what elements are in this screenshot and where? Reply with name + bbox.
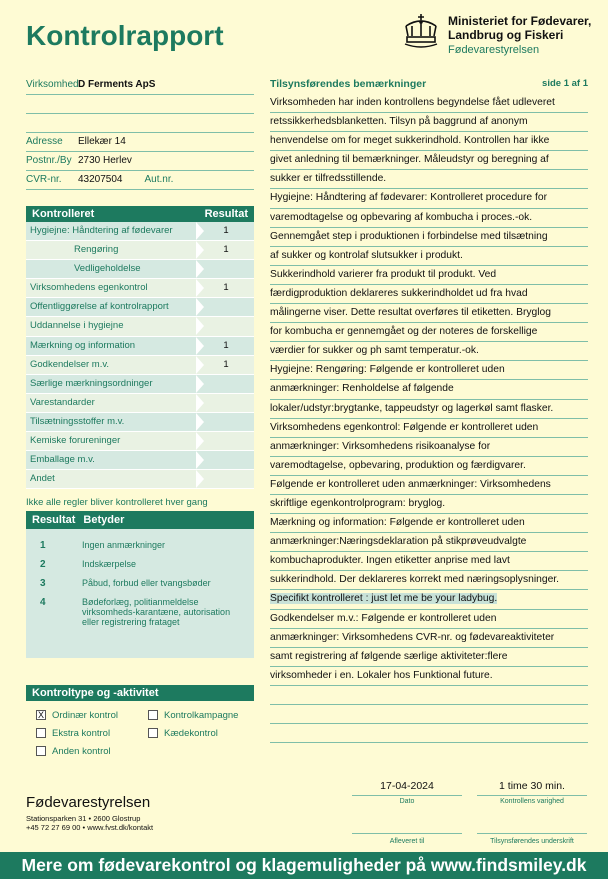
remark-text: anmærkninger:Næringsdeklaration på stikprøveudvalgte xyxy=(270,536,527,548)
agency-address-line2: +45 72 27 69 00 • www.fvst.dk/kontakt xyxy=(26,823,154,832)
control-type-header: Kontroltype og -aktivitet xyxy=(26,685,254,701)
option-kontrolkampagne[interactable]: Kontrolkampagne xyxy=(148,710,238,722)
remark-line xyxy=(270,247,588,266)
remark-text: virksomheder i en. Lokaler hos Funktional future. xyxy=(270,669,493,681)
autnr-label: Aut.nr. xyxy=(144,174,174,185)
remark-text: anmærkninger: Renholdelse af følgende xyxy=(270,383,454,395)
remark-line xyxy=(270,380,588,399)
remark-line xyxy=(270,667,588,686)
control-row-label: Tilsætningsstoffer m.v. xyxy=(30,415,125,427)
control-table xyxy=(26,206,254,489)
remark-line xyxy=(270,228,588,247)
chevron-right-icon xyxy=(196,241,204,259)
footer-banner[interactable]: Mere om fødevarekontrol og klagemuligheder på www.findsmiley.dk xyxy=(0,852,608,879)
remark-text: varemodtagelse, opbevaring, produktion og færdigvarer. xyxy=(270,459,526,471)
virksomhed-field xyxy=(26,76,254,95)
remark-line xyxy=(270,457,588,476)
remark-line xyxy=(270,151,588,170)
result-legend: Resultat Betyder 1 Ingen anmærkninger 2 Indskærpelse 3 Påbud, forbud eller tvangsbøder 4 Bødeforlæg, politianmeldelse virksomheds-karantæne, autorisation eller registrering frataget xyxy=(26,511,254,658)
chevron-right-icon xyxy=(196,317,204,335)
blank-field xyxy=(26,95,254,114)
remark-text: retssikkerhedsblanketten. Tilsyn på baggrund af anonym xyxy=(270,116,528,128)
remark-text: lokaler/udstyr:brygtanke, tappeudstyr og lagerkøl samt flasker. xyxy=(270,402,554,414)
chevron-right-icon xyxy=(196,413,204,431)
control-row-label: Uddannelse i hygiejne xyxy=(30,320,124,332)
control-row-label: Særlige mærkningsordninger xyxy=(30,377,153,389)
remark-line xyxy=(270,189,588,208)
remark-line xyxy=(270,629,588,648)
control-row-result: 1 xyxy=(223,358,229,370)
control-row xyxy=(26,394,254,413)
remark-line xyxy=(270,342,588,361)
control-row xyxy=(26,241,254,260)
remark-line xyxy=(270,514,588,533)
option-kaedekontrol[interactable]: Kædekontrol xyxy=(148,728,218,740)
ministry-line1: Ministeriet for Fødevarer, xyxy=(448,14,592,28)
chevron-right-icon xyxy=(196,260,204,278)
control-table-header xyxy=(26,206,254,222)
control-type-box xyxy=(26,685,254,763)
page-indicator: side 1 af 1 xyxy=(542,78,588,89)
checkbox[interactable] xyxy=(148,728,158,738)
control-row xyxy=(26,413,254,432)
delivered-label: Afleveret til xyxy=(389,838,425,845)
remark-text: Virksomheden har inden kontrollens begyndelse fået udleveret xyxy=(270,97,555,108)
inspector-signature-line xyxy=(477,833,587,834)
control-row-label: Vedligeholdelse xyxy=(74,263,141,275)
remark-line xyxy=(270,304,588,323)
remark-text: Hygiejne: Håndtering af fødevarer: Kontrolleret procedure for xyxy=(270,192,548,204)
control-row-label: Virksomhedens egenkontrol xyxy=(30,282,148,294)
remark-line xyxy=(270,419,588,438)
chevron-right-icon xyxy=(196,451,204,469)
inspector-label: Tilsynsførendes underskrift xyxy=(490,838,574,845)
remarks-heading: Tilsynsførendes bemærkninger xyxy=(270,78,427,90)
control-row xyxy=(26,451,254,470)
remark-line xyxy=(270,132,588,151)
remark-line xyxy=(270,285,588,304)
postnr-field xyxy=(26,152,254,171)
checkbox[interactable] xyxy=(36,746,46,756)
remark-line xyxy=(270,552,588,571)
agency-address-line1: Stationsparken 31 • 2600 Glostrup xyxy=(26,814,141,823)
remark-line xyxy=(270,610,588,629)
option-anden[interactable]: Anden kontrol xyxy=(36,746,111,758)
chevron-right-icon xyxy=(196,337,204,355)
remark-line xyxy=(270,648,588,667)
page-title: Kontrolrapport xyxy=(26,20,224,51)
control-row-result: 1 xyxy=(223,282,229,294)
remark-line xyxy=(270,170,588,189)
cvr-field xyxy=(26,171,254,190)
chevron-right-icon xyxy=(196,470,204,488)
crown-icon xyxy=(402,12,440,50)
remark-text: for kombucha er gennemgået og der noteres de forskellige xyxy=(270,326,538,338)
control-row xyxy=(26,470,254,489)
duration-value: 1 time 30 min. xyxy=(477,780,587,796)
ministry-logo xyxy=(402,12,602,62)
postnr-value: 2730 Herlev xyxy=(78,155,132,166)
control-row xyxy=(26,337,254,356)
chevron-right-icon xyxy=(196,432,204,450)
chevron-right-icon xyxy=(196,279,204,297)
remark-text: Specifikt kontrolleret : just let me be your ladybug. xyxy=(270,593,498,605)
remark-text: Virksomhedens egenkontrol: Følgende er kontrolleret uden xyxy=(270,421,539,433)
remark-line xyxy=(270,438,588,457)
date-label: Dato xyxy=(399,798,415,805)
chevron-right-icon xyxy=(196,356,204,374)
remark-line xyxy=(270,590,588,609)
chevron-right-icon xyxy=(196,375,204,393)
blank-field xyxy=(26,114,254,133)
remark-line xyxy=(270,705,588,724)
chevron-right-icon xyxy=(196,394,204,412)
adresse-value: Ellekær 14 xyxy=(78,136,126,147)
chevron-right-icon xyxy=(196,222,204,240)
control-row xyxy=(26,317,254,336)
control-row xyxy=(26,222,254,241)
option-ordinaer[interactable]: X Ordinær kontrol xyxy=(37,710,118,721)
control-row-label: Rengøring xyxy=(74,244,119,256)
legend-header xyxy=(26,511,254,529)
control-row-result: 1 xyxy=(223,244,229,256)
postnr-label: Postnr./By xyxy=(26,155,72,166)
control-row-label: Kemiske forureninger xyxy=(30,435,121,447)
remark-line xyxy=(270,724,588,743)
control-row xyxy=(26,279,254,298)
remark-text: Sukkerindhold varierer fra produkt til produkt. Ved xyxy=(270,268,497,280)
remark-line xyxy=(270,361,588,380)
remark-line xyxy=(270,113,588,132)
agency-address xyxy=(26,814,153,832)
control-row-label: Godkendelser m.v. xyxy=(30,358,110,370)
option-ekstra[interactable]: Ekstra kontrol xyxy=(36,728,110,740)
remark-line xyxy=(270,495,588,514)
adresse-label: Adresse xyxy=(26,136,63,147)
remark-text: Følgende er kontrolleret uden anmærkninger: Virksomhedens xyxy=(270,478,551,490)
control-row-label: Varestandarder xyxy=(30,396,95,408)
agency-name: Fødevarestyrelsen xyxy=(448,44,540,56)
adresse-field xyxy=(26,133,254,152)
remark-text: færdigproduktion deklareres sukkerindholdet ud fra hvad xyxy=(270,287,528,299)
remark-text: målingerne viser. Dette resultat overføres til etiketten. Bryglog xyxy=(270,307,551,319)
remark-text: henvendelse om for meget sukkerindhold. Kontrollen har ikke xyxy=(270,135,550,147)
remarks-title xyxy=(270,78,588,94)
remark-text: anmærkninger: Virksomhedens risikoanalyse for xyxy=(270,440,491,452)
control-row-label: Emballage m.v. xyxy=(30,454,95,466)
control-row-result: 1 xyxy=(223,339,229,351)
remark-text: værdier for sukker og ph samt temperatur.-ok. xyxy=(270,345,479,357)
control-row xyxy=(26,375,254,394)
remark-text: af sukker og kontrolaf slutsukker i produkt. xyxy=(270,249,463,261)
virksomhed-label: Virksomhed xyxy=(26,79,79,90)
legend-header-resultat: Resultat xyxy=(32,514,76,526)
remark-line xyxy=(270,266,588,285)
remark-text: Mærkning og information: Følgende er kontrolleret uden xyxy=(270,517,525,529)
control-row-label: Hygiejne: Håndtering af fødevarer xyxy=(30,225,173,236)
checkbox[interactable] xyxy=(36,728,46,738)
remark-line xyxy=(270,476,588,495)
control-note: Ikke alle regler bliver kontrolleret hver gang xyxy=(26,497,208,508)
remark-text: Hygiejne: Rengøring: Følgende er kontrolleret uden xyxy=(270,364,505,376)
control-row-label: Andet xyxy=(30,473,55,485)
checkbox[interactable]: X xyxy=(37,710,44,721)
remark-text: anmærkninger: Virksomhedens CVR-nr. og fødevareaktiviteter xyxy=(270,631,555,643)
header-kontrolleret: Kontrolleret xyxy=(32,208,95,220)
duration-label: Kontrollens varighed xyxy=(500,798,564,805)
remark-text: skriftlige egenkontrolprogram: bryglog. xyxy=(270,497,446,509)
remark-text: kombuchaprodukter. Ingen etiketter anprise med lavt xyxy=(270,555,510,567)
remark-text: sukker er tilfredsstillende. xyxy=(270,173,387,185)
remark-text: givet anledning til bemærkninger. Måleudstyr og beregning af xyxy=(270,154,549,166)
remark-line xyxy=(270,94,588,113)
remark-line xyxy=(270,400,588,419)
control-row-label: Mærkning og information xyxy=(30,339,136,351)
remarks-lines xyxy=(270,94,588,743)
remark-line xyxy=(270,571,588,590)
date-value: 17-04-2024 xyxy=(352,780,462,796)
remark-line xyxy=(270,533,588,552)
cvr-label: CVR-nr. xyxy=(26,174,62,185)
cvr-value: 43207504 xyxy=(78,174,123,185)
control-row xyxy=(26,298,254,317)
virksomhed-value: D Ferments ApS xyxy=(78,79,156,90)
remark-text: varemodtagelse og opbevaring af kombucha i proces.-ok. xyxy=(270,211,533,223)
remark-text: Gennemgået step i produktionen i forbindelse med tilsætning xyxy=(270,230,548,242)
remark-line xyxy=(270,209,588,228)
ministry-name xyxy=(448,14,591,57)
control-row-result: 1 xyxy=(223,225,229,236)
delivered-line xyxy=(352,833,462,834)
chevron-right-icon xyxy=(196,298,204,316)
agency-block-name: Fødevarestyrelsen xyxy=(26,794,151,811)
remark-text: samt registrering af følgende særlige aktiviteter:flere xyxy=(270,650,508,662)
control-row xyxy=(26,432,254,451)
legend-header-betyder: Betyder xyxy=(83,514,125,526)
control-row-label: Offentliggørelse af kontrolrapport xyxy=(30,301,169,313)
remark-line xyxy=(270,323,588,342)
remark-line xyxy=(270,686,588,705)
ministry-line2: Landbrug og Fiskeri xyxy=(448,28,564,42)
header-resultat: Resultat xyxy=(204,208,248,220)
control-row xyxy=(26,356,254,375)
checkbox[interactable] xyxy=(148,710,158,720)
control-row xyxy=(26,260,254,279)
remark-text: Godkendelser m.v.: Følgende er kontrolleret uden xyxy=(270,612,497,624)
remark-text: sukkerindhold. Der deklareres korrekt med næringsoplysninger. xyxy=(270,574,560,586)
